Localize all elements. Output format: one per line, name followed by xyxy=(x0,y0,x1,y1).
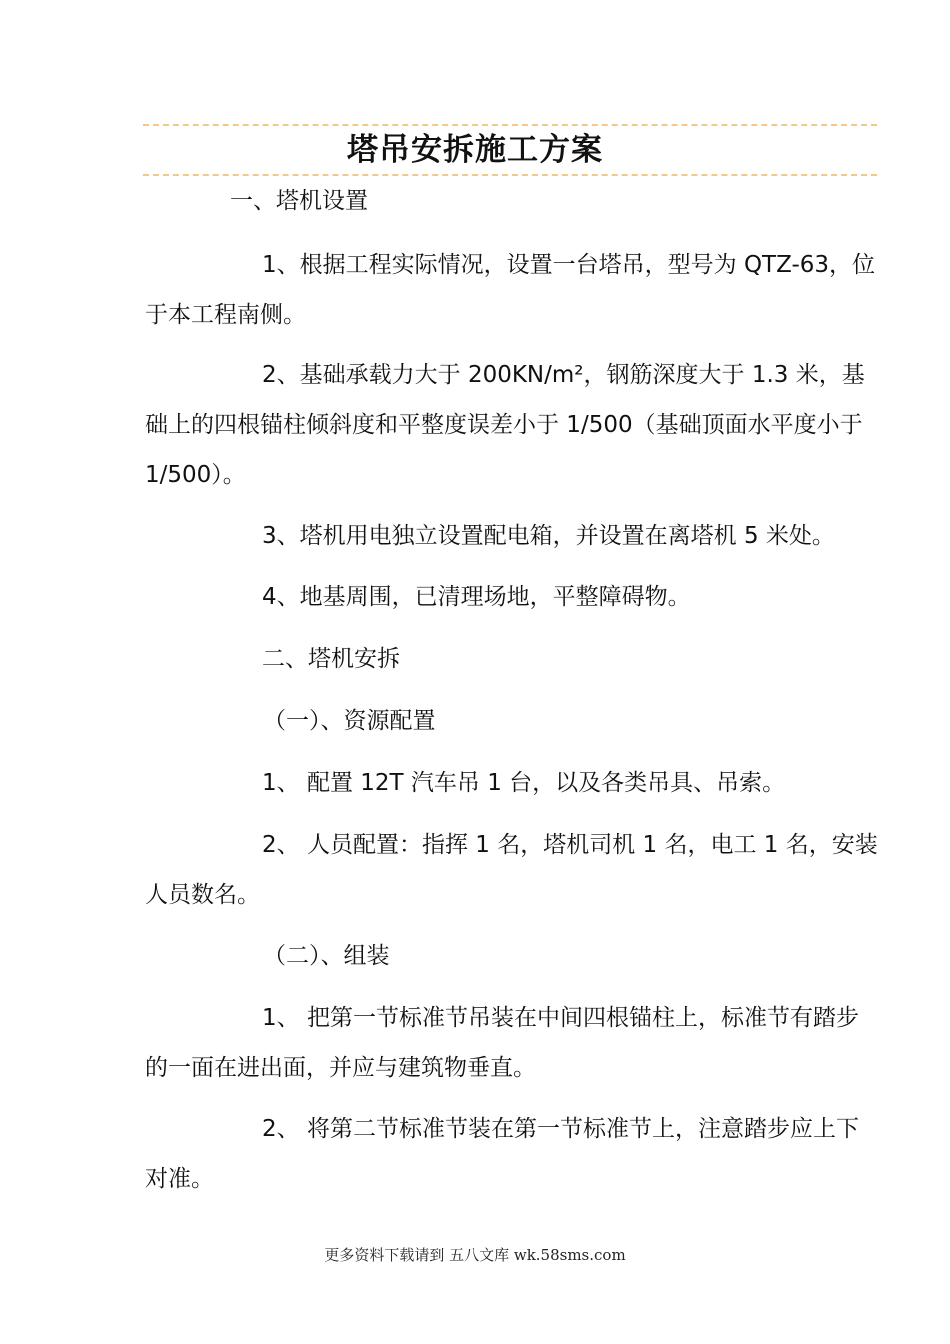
paragraph-1-2: 2、基础承载力大于 200KN/m²，钢筋深度大于 1.3 米，基础上的四根锚柱倾斜度和平整度误差小于 1/500（基础顶面水平度小于 1/500）。 xyxy=(145,362,865,488)
document-title: 塔吊安拆施工方案 xyxy=(347,132,603,168)
paragraph-2-2: 2、 人员配置：指挥 1 名，塔机司机 1 名，电工 1 名，安装人员数名。 xyxy=(145,832,878,908)
title-top-dashed-rule xyxy=(143,124,877,126)
footer-note: 更多资料下载请到 五八文库 wk.58sms.com xyxy=(324,1246,626,1264)
section-heading-1: 一、塔机设置 xyxy=(230,188,368,214)
section-heading-2: 二、塔机安拆 xyxy=(262,646,400,672)
subsection-heading-assembly: （二）、组装 xyxy=(263,943,390,969)
title-bottom-dashed-rule xyxy=(143,174,877,176)
paragraph-1-1: 1、根据工程实际情况，设置一台塔吊，型号为 QTZ-63，位于本工程南侧。 xyxy=(145,252,876,328)
paragraph-3-2: 2、 将第二节标准节装在第一节标准节上，注意踏步应上下对准。 xyxy=(145,1116,859,1192)
paragraph-1-4: 4、地基周围，已清理场地，平整障碍物。 xyxy=(262,584,691,610)
paragraph-3-1: 1、 把第一节标准节吊装在中间四根锚柱上，标准节有踏步的一面在进出面，并应与建筑物垂直。 xyxy=(145,1005,859,1081)
paragraph-2-1: 1、 配置 12T 汽车吊 1 台，以及各类吊具、吊索。 xyxy=(262,770,786,796)
subsection-heading-resources: （一）、资源配置 xyxy=(263,708,436,734)
paragraph-1-3: 3、塔机用电独立设置配电箱，并设置在离塔机 5 米处。 xyxy=(262,523,835,549)
